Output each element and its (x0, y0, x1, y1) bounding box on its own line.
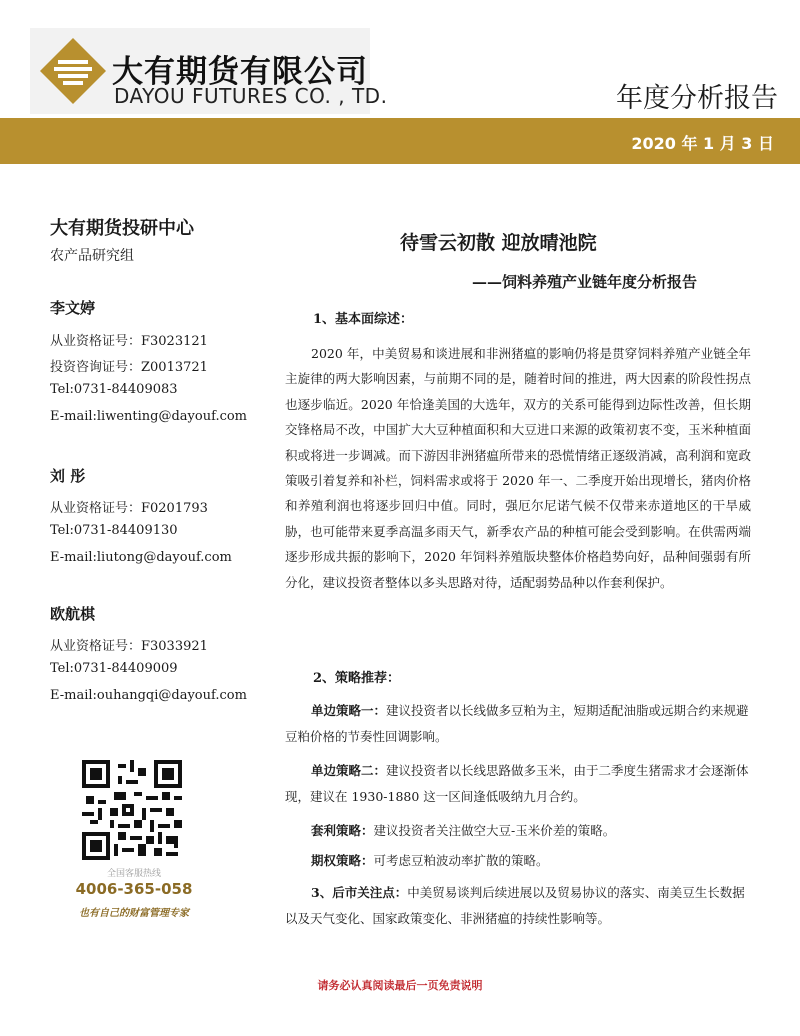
strategy-text: 建议投资者以长线做多豆粕为主，短期适配油脂或远期合约来规避豆粕价格的节奏性回调影响。 (285, 703, 749, 744)
strategy-text: 可考虑豆粕波动率扩散的策略。 (373, 853, 549, 868)
strategy-label: 期权策略： (311, 853, 374, 868)
strategy-item (285, 698, 751, 750)
watch-points (285, 880, 751, 932)
strategy-label: 单边策略一： (311, 703, 387, 718)
disclaimer-note[interactable]: 请务必认真阅读最后一页免责说明 (317, 979, 483, 992)
company-logo-icon (38, 36, 108, 106)
analyst-tel: Tel:0731-84409083 (50, 382, 178, 397)
watch-points-label: 3、后市关注点： (311, 885, 408, 900)
strategy-text: 建议投资者以长线思路做多玉米，由于二季度生猪需求才会逐渐体现，建议在 1930-1880 这一区间逢低吸纳九月合约。 (285, 763, 749, 804)
analyst-email[interactable]: E-mail:ouhangqi@dayouf.com (50, 688, 247, 703)
analyst-tel: Tel:0731-84409130 (50, 523, 178, 538)
analyst-email[interactable]: E-mail:liutong@dayouf.com (50, 550, 232, 565)
company-name-cn: 大有期货有限公司 (112, 54, 368, 90)
strategy-item (285, 818, 751, 844)
company-name-en: DAYOU FUTURES CO. , TD. (114, 84, 388, 108)
analyst-tel: Tel:0731-84409009 (50, 661, 178, 676)
analyst-name: 欧航棋 (50, 605, 96, 623)
strategy-text: 建议投资者关注做空大豆-玉米价差的策略。 (373, 823, 616, 838)
research-center: 大有期货投研中心 (50, 218, 194, 239)
qr-code-icon (82, 760, 182, 860)
analyst-cert: 从业资格证号：F0201793 (50, 501, 208, 516)
analyst-name: 李文婷 (50, 299, 96, 317)
report-type: 年度分析报告 (616, 83, 778, 114)
report-subtitle: ——饲料养殖产业链年度分析报告 (472, 273, 698, 291)
slogan: 也有自己的财富管理专家 (79, 908, 189, 919)
report-title: 待雪云初散 迎放晴池院 (400, 232, 597, 254)
section-heading: 1、基本面综述： (313, 312, 414, 327)
section-heading: 2、策略推荐： (313, 671, 401, 686)
analyst-email[interactable]: E-mail:liwenting@dayouf.com (50, 409, 248, 424)
strategy-item (285, 848, 751, 874)
strategy-item (285, 758, 751, 810)
analyst-cert: 从业资格证号：F3033921 (50, 639, 208, 654)
section-body: 2020 年，中美贸易和谈进展和非洲猪瘟的影响仍将是贯穿饲料养殖产业链全年主旋律的两大影响因素，与前期不同的是，随着时间的推进，两大因素的阶段性拐点也逐步临近。2020 年恰逢美国的大选年，双方的关系可能得到边际性改善，但长期交锋格局不改，中国扩大大豆种植面积和大豆进口来源的政策初衷不变，玉米种植面积或将进一步调减。而下游因非洲猪瘟所带来的恐慌情绪正逐级消减，高利润和宽政策吸引着复养和补栏，饲料需求或将于 2020 年一、二季度开始出现增长，猪肉价格和养殖利润也将逐步回归中值。同时，强厄尔尼诺气候不仅带来赤道地区的干旱威胁，也可能带来夏季高温多雨天气，新季农产品的种植可能会受到影响。在供需两端逐步形成共振的影响下，2020 年饲料养殖版块整体价格趋势向好，品种间强弱有所分化，建议投资者整体以多头思路对待，适配弱势品种以作套利保护。 (285, 346, 751, 590)
strategy-label: 套利策略： (311, 823, 374, 838)
research-group: 农产品研究组 (50, 248, 134, 264)
analyst-cert: 从业资格证号：F3023121 (50, 334, 208, 349)
hotline-label: 全国客服热线 (106, 869, 161, 879)
analyst-consult: 投资咨询证号：Z0013721 (50, 360, 208, 375)
hotline-number: 4006-365-058 (75, 880, 193, 898)
strategy-label: 单边策略二： (311, 763, 387, 778)
watch-points-text: 中美贸易谈判后续进展以及贸易协议的落实、南美豆生长数据以及天气变化、国家政策变化、非洲猪瘟的持续性影响等。 (285, 885, 745, 926)
report-date: 2020 年 1 月 3 日 (631, 134, 774, 153)
analyst-name: 刘 彤 (50, 467, 86, 485)
